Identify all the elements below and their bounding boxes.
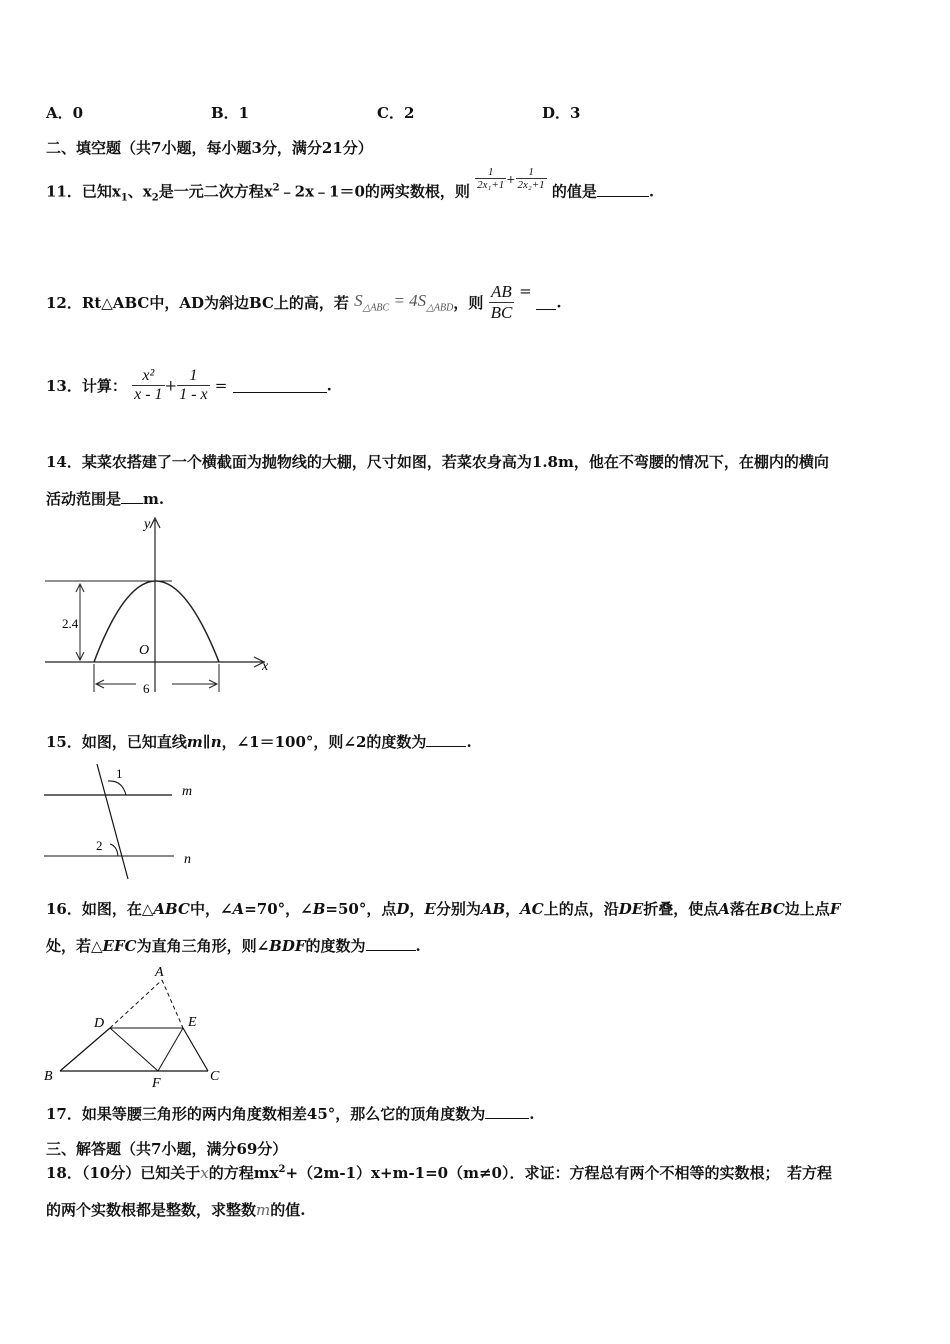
line-n-label: n <box>184 852 191 867</box>
angle-2-label: 2 <box>96 838 103 853</box>
q11-fraction-2: $\frac{1}{\text{2x₂+1}}$ <box>517 166 545 191</box>
section-2-heading: 二、填空题（共7小题，每小题3分，满分21分） <box>46 139 373 157</box>
point-d-label: D <box>94 1016 105 1031</box>
vertex-c-label: C <box>210 1069 220 1084</box>
x-axis-label: x <box>262 659 269 674</box>
q14-answer-blank[interactable] <box>121 489 143 504</box>
point-f-label: F <box>152 1076 161 1091</box>
width-label: 6 <box>143 681 150 696</box>
question-16-line-2: 处，若△EFC为直角三角形，则∠BDF的度数为 . <box>46 937 421 955</box>
section-3-heading: 三、解答题（共7小题，满分69分） <box>46 1140 288 1158</box>
point-e-label: E <box>188 1015 197 1030</box>
parabola-curve <box>94 581 219 662</box>
q11-fraction-1: $\frac{1}{\text{2x₁+1}}$ <box>477 166 505 191</box>
q15-answer-blank[interactable] <box>426 732 466 747</box>
question-14-line-1: 14．某菜农搭建了一个横截面为抛物线的大棚，尺寸如图，若菜农身高为1.8m，他在不弯腰的情况下，在棚内的横向 <box>46 453 829 471</box>
question-15: 15．如图，已知直线m∥n，∠1＝100°，则∠2的度数为 . <box>46 733 472 751</box>
question-12: 12．Rt△ABC中，AD为斜边BC上的高，若 $S_{\triangle ABC} = 4S_{\triangle ABD}$，则 $\frac{AB}{BC}$ = . <box>46 281 562 322</box>
vertex-b-label: B <box>44 1069 53 1084</box>
question-13: 13．计算： $\frac{\text{x²}}{x - 1}$ + $\frac{1}{1 - x}$ = . <box>46 367 332 403</box>
q13-answer-blank[interactable] <box>233 378 327 393</box>
option-c: C．2 <box>377 104 415 122</box>
line-m-label: m <box>182 784 193 799</box>
q13-fraction-1: $\frac{\text{x²}}{x - 1}$ <box>134 367 163 403</box>
question-14-line-2: 活动范围是 m. <box>46 490 165 508</box>
triangle-figure <box>40 962 240 1092</box>
angle-1-label: 1 <box>116 766 123 781</box>
q17-answer-blank[interactable] <box>485 1104 529 1119</box>
option-b: B．1 <box>211 104 250 122</box>
option-d: D．3 <box>542 104 581 122</box>
question-18-line-2: 的两个实数根都是整数，求整数m的值. <box>46 1201 306 1219</box>
origin-label: O <box>139 643 150 658</box>
question-11: 11．已知$x_1$、$x_2$是一元二次方程$x^2﹣2x﹣1=0$的两实数根，则 $\frac{1}{\text{2x₁+1}}$ + $\frac{1}{\text{2x₂+1}}$ 的值是 . <box>46 166 655 204</box>
q11-answer-blank[interactable] <box>597 182 649 197</box>
q12-answer-blank[interactable] <box>536 295 556 310</box>
q16-answer-blank[interactable] <box>366 936 416 951</box>
question-16-line-1: 16．如图，在△ABC中，∠A=70°，∠B=50°，点D，E分别为AB，AC上的点，沿DE折叠，使点A落在BC边上点F <box>46 900 841 918</box>
parallel-lines-figure <box>44 762 214 887</box>
y-axis-label: y <box>144 517 151 532</box>
q12-fraction: $\frac{AB}{BC}$ <box>490 282 513 322</box>
vertex-a-label: A <box>155 965 164 980</box>
question-17: 17．如果等腰三角形的两内角度数相差45°，那么它的顶角度数为 . <box>46 1105 535 1123</box>
height-label: 2.4 <box>62 616 79 631</box>
q13-fraction-2: $\frac{1}{1 - x}$ <box>179 367 208 403</box>
parabola-figure <box>40 512 280 702</box>
option-a: A．0 <box>46 104 84 122</box>
question-18-line-1: 18．（10分）已知关于x的方程$mx^2+(2m-1)x+m-1=0(m\ne 0)$．求证：方程总有两个不相等的实数根； 若方程 <box>46 1164 832 1182</box>
